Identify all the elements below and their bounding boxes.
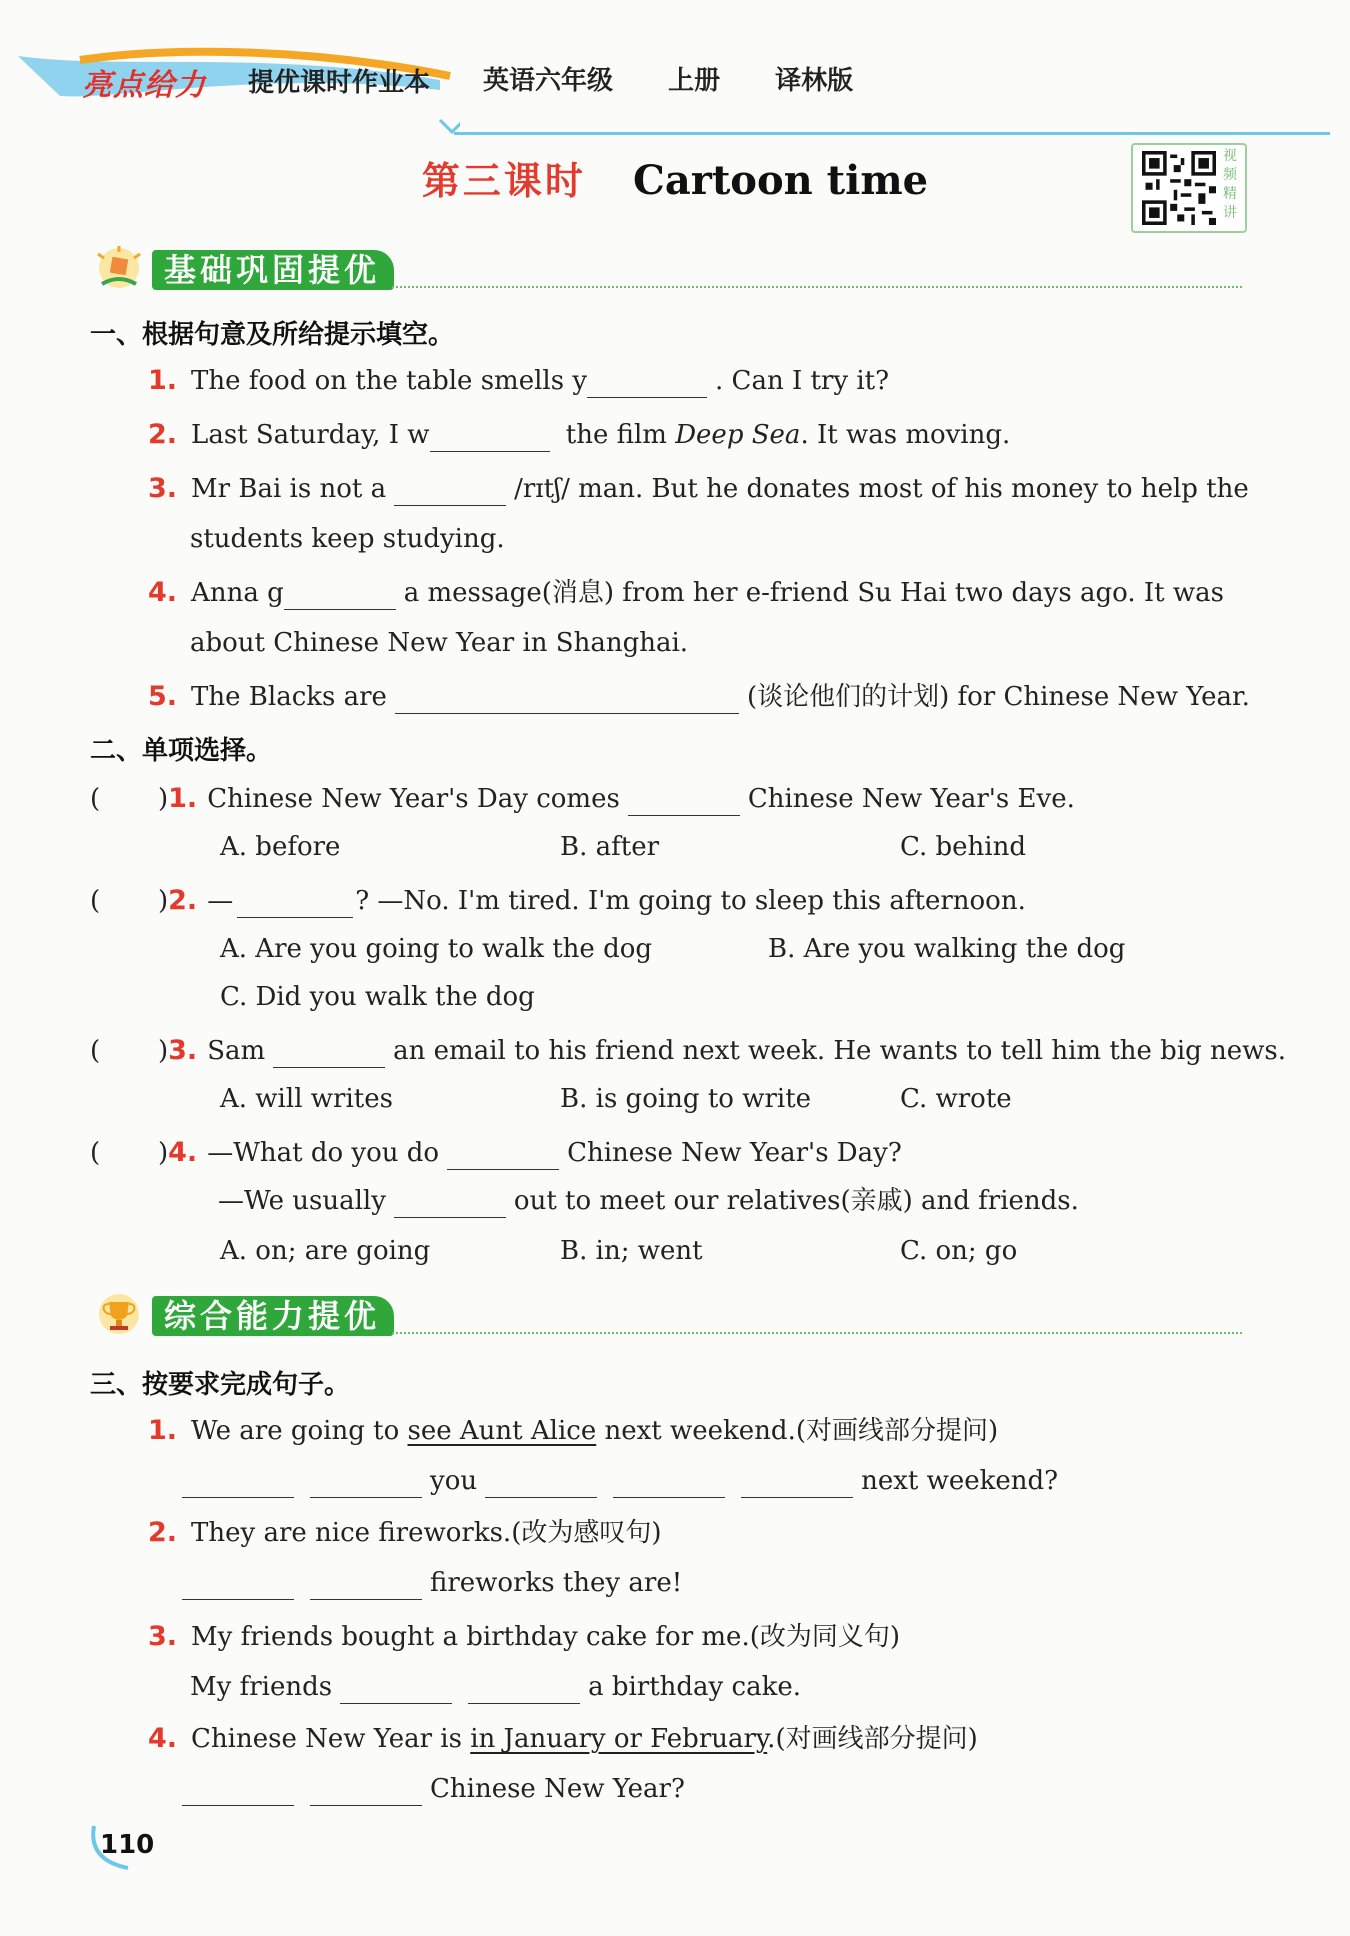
answer-blank[interactable] [447, 1141, 559, 1170]
option-c[interactable]: C. Did you walk the dog [220, 982, 535, 1012]
answer-blank[interactable] [628, 787, 740, 816]
answer-blank[interactable] [613, 1469, 725, 1498]
p3-q4: 4. Chinese New Year is in January or February.(对画线部分提问) [148, 1723, 978, 1754]
lesson-title-en: Cartoon time [632, 157, 929, 204]
book-grade: 英语六年级 [483, 66, 614, 96]
answer-blank[interactable] [394, 1189, 506, 1218]
section-basic-title: 基础巩固提优 [152, 250, 394, 290]
p1-q4: 4. Anna g a message(消息) from her e-friend Su Hai two days ago. It was [148, 577, 1224, 608]
answer-blank[interactable] [273, 1039, 385, 1068]
part3-heading: 三、按要求完成句子。 [90, 1370, 351, 1400]
p2-q1: ( )1. Chinese New Year's Day comes Chinese New Year's Eve. [90, 783, 1075, 814]
p1-q1: 1. The food on the table smells y . Can I try it? [148, 365, 890, 396]
page-number: 110 [100, 1830, 155, 1860]
option-b[interactable]: B. Are you walking the dog [768, 934, 1126, 964]
answer-blank[interactable] [237, 889, 353, 918]
answer-blank[interactable] [310, 1469, 422, 1498]
option-c[interactable]: C. behind [900, 832, 1026, 862]
answer-blank[interactable] [310, 1777, 422, 1806]
answer-paren[interactable]: ( ) [90, 1036, 169, 1066]
p2-q4-answer-line: —We usually out to meet our relatives(亲戚) and friends. [218, 1186, 1079, 1216]
p3-q1: 1. We are going to see Aunt Alice next weekend.(对画线部分提问) [148, 1415, 999, 1446]
p2-q4: ( )4. —What do you do Chinese New Year's Day? [90, 1137, 902, 1168]
qr-code-icon [1141, 151, 1217, 225]
brand-subtitle: 提优课时作业本 [248, 68, 431, 98]
p2-q3: ( )3. Sam an email to his friend next week. He wants to tell him the big news. [90, 1035, 1287, 1066]
option-b[interactable]: B. after [560, 832, 660, 862]
option-c[interactable]: C. wrote [900, 1084, 1012, 1114]
p3-q4-answer: Chinese New Year? [182, 1772, 685, 1806]
p3-q1-answer: you next weekend? [182, 1464, 1058, 1498]
option-a[interactable]: A. will writes [220, 1084, 393, 1114]
answer-blank[interactable] [485, 1469, 597, 1498]
answer-blank[interactable] [340, 1675, 452, 1704]
section-divider [392, 1332, 1242, 1334]
p1-q2: 2. Last Saturday, I w the film Deep Sea. It was moving. [148, 419, 1011, 450]
p3-q3-answer: My friends a birthday cake. [190, 1672, 801, 1702]
part1-heading: 一、根据句意及所给提示填空。 [90, 320, 455, 350]
answer-paren[interactable]: ( ) [90, 784, 169, 814]
qr-label: 视频精讲 [1223, 148, 1237, 221]
answer-blank[interactable] [587, 369, 707, 398]
answer-paren[interactable]: ( ) [90, 1138, 169, 1168]
p3-q3: 3. My friends bought a birthday cake for me.(改为同义句) [148, 1621, 901, 1652]
video-qr-code[interactable] [1131, 143, 1247, 233]
p3-q2: 2. They are nice fireworks.(改为感叹句) [148, 1517, 662, 1548]
answer-blank[interactable] [182, 1777, 294, 1806]
p2-q2: ( )2. — ? —No. I'm tired. I'm going to sleep this afternoon. [90, 885, 1026, 916]
lesson-title-cn: 第三课时 [421, 158, 586, 203]
part2-heading: 二、单项选择。 [90, 736, 273, 766]
book-edition: 译林版 [775, 66, 854, 96]
section-comprehensive-header [92, 1290, 1242, 1340]
answer-blank[interactable] [182, 1571, 294, 1600]
answer-blank[interactable] [394, 477, 506, 506]
option-a[interactable]: A. Are you going to walk the dog [220, 934, 653, 964]
option-a[interactable]: A. on; are going [220, 1236, 431, 1266]
brand-logo: 亮点给力 [82, 68, 206, 103]
p1-q3: 3. Mr Bai is not a /rɪtʃ/ man. But he donates most of his money to help the [148, 473, 1249, 504]
p1-q4-cont: about Chinese New Year in Shanghai. [190, 628, 689, 658]
book-info [483, 60, 881, 97]
answer-blank[interactable] [430, 423, 550, 452]
section-comprehensive-title: 综合能力提优 [152, 1296, 394, 1336]
answer-blank[interactable] [395, 685, 739, 714]
p3-q2-answer: fireworks they are! [182, 1566, 682, 1600]
page-header [0, 40, 1350, 130]
option-b[interactable]: B. in; went [560, 1236, 703, 1266]
header-rule [454, 132, 1330, 135]
answer-paren[interactable]: ( ) [90, 886, 169, 916]
option-b[interactable]: B. is going to write [560, 1084, 812, 1114]
answer-blank[interactable] [182, 1469, 294, 1498]
answer-blank[interactable] [310, 1571, 422, 1600]
option-a[interactable]: A. before [220, 832, 341, 862]
p1-q3-cont: students keep studying. [190, 524, 505, 554]
section-divider [392, 286, 1242, 288]
trophy-icon [92, 1290, 146, 1340]
answer-blank[interactable] [741, 1469, 853, 1498]
answer-blank[interactable] [468, 1675, 580, 1704]
p1-q5: 5. The Blacks are (谈论他们的计划) for Chinese New Year. [148, 681, 1250, 712]
option-c[interactable]: C. on; go [900, 1236, 1018, 1266]
section-basic-header [92, 244, 1242, 294]
book-volume: 上册 [668, 66, 721, 96]
answer-blank[interactable] [284, 581, 396, 610]
book-cube-icon [92, 244, 146, 294]
